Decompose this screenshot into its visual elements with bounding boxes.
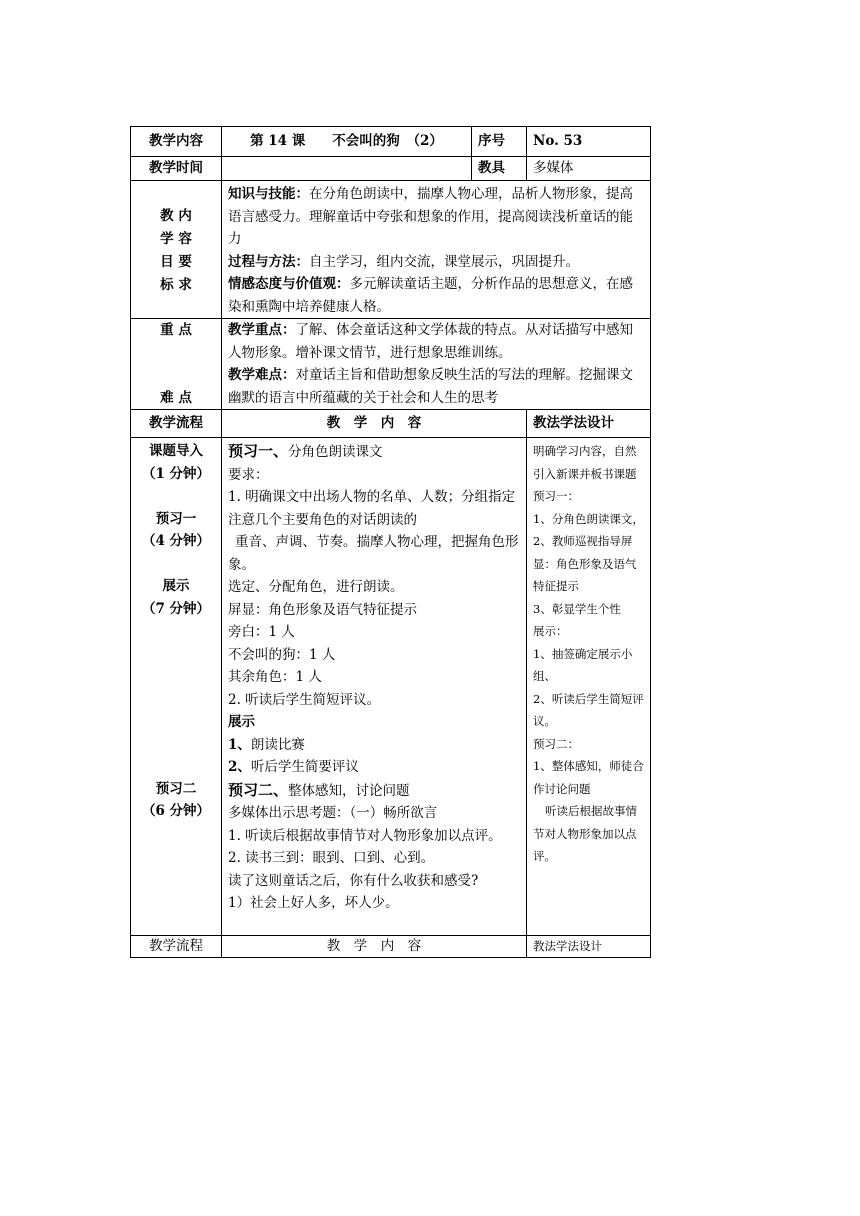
- step-pre1: 预习一: [155, 510, 197, 527]
- hard-point: 教学难点：对童话主旨和借助想象反映生活的写法的理解。挖掘课文幽默的语言中所蕴藏的关于社会和人生的思考: [228, 367, 633, 406]
- knowledge-goal: 知识与技能：在分角色朗读中，揣摩人物心理，品析人物形象，提高语言感受力。理解童话中夸张和想象的作用，提高阅读浅析童话的能力: [228, 186, 633, 247]
- keypoints-label: 重 点 难 点: [131, 319, 222, 410]
- pre1-heading: 预习一、分角色朗读课文: [228, 442, 383, 460]
- step-pre2: 预习二: [155, 780, 197, 797]
- header-row-time: [131, 157, 651, 181]
- lesson-plan-table: [130, 126, 651, 958]
- flow-steps: 课题导入 （1 分钟） 预习一 （4 分钟） 展示 （7 分钟） 预习二 （6 分钟）: [131, 438, 222, 936]
- key-point: 教学重点：了解、体会童话这种文学体裁的特点。从对话描写中感知人物形象。增补课文情节，进行想象思维训练。: [228, 322, 633, 361]
- seq-value: No. 53: [527, 127, 651, 157]
- keypoints-content: [222, 319, 651, 410]
- flow-header-row: [131, 410, 651, 438]
- tool-value: 多媒体: [527, 157, 651, 181]
- show-heading: 展示: [228, 714, 255, 730]
- pre2-heading: 预习二、整体感知，讨论问题: [228, 780, 410, 799]
- footer-flow: 教学流程: [131, 936, 222, 958]
- lesson-content: 预习一、分角色朗读课文 要求： 1. 明确课文中出场人物的名单、人数；分组指定注意几个主要角色的对话朗读的 重音、声调、节奏。揣摩人物心理，把握角色形象。 选定、分配角色，进行朗读。 屏显：角色形象及语气特征提示 旁白：1 人 不会叫的狗：1 人 其余角色：1 人 2. 听读后学生简短评议。 展示 1、朗读比赛 2、听后学生简要评议 预习二、整体感知，讨论问题 多媒体出示思考题：（一）畅所欲言 1. 听读后根据故事情节对人物形象加以点评。 2. 读书三到：眼到、口到、心到。 读了这则童话之后，你有什么收获和感受? 1）社会上好人多，坏人少。: [222, 438, 527, 936]
- footer-method: 教法学法设计: [527, 936, 651, 958]
- goals-row: [131, 181, 651, 319]
- process-goal: 过程与方法：自主学习，组内交流，课堂展示，巩固提升。: [228, 253, 579, 270]
- footer-content: 教 学 内 容: [222, 936, 527, 958]
- goals-content: [222, 181, 651, 319]
- time-label: 教学时间: [131, 157, 222, 181]
- content-label: 教学内容: [131, 127, 222, 157]
- seq-label: 序号: [472, 127, 527, 157]
- goals-label: 教 内 学 容 目 要 标 求: [131, 181, 222, 319]
- lesson-title: 第 14 课 不会叫的狗 （2）: [222, 127, 472, 157]
- flow-header-flow: 教学流程: [131, 410, 222, 438]
- flow-header-content: 教 学 内 容: [222, 410, 527, 438]
- tool-label: 教具: [472, 157, 527, 181]
- footer-row: [131, 936, 651, 958]
- method-column: 明确学习内容，自然引入新课并板书课题 预习一： 1、分角色朗读课文， 2、教师巡视指导屏显：角色形象及语气特征提示 3、彰显学生个性 展示： 1、抽签确定展示小组、 2、听读后学生简短评议。 预习二： 1、整体感知，师徒合作讨论问题 听读后根据故事情节对人物形象加以点评。: [527, 438, 651, 936]
- step-show: 展示: [162, 578, 190, 594]
- flow-body-row: [131, 438, 651, 936]
- keypoints-row: [131, 319, 651, 410]
- header-row-content: [131, 127, 651, 157]
- emotion-goal: 情感态度与价值观：多元解读童话主题，分析作品的思想意义，在感染和熏陶中培养健康人格。: [228, 276, 633, 315]
- step-intro: 课题导入: [149, 443, 203, 459]
- time-value: [222, 157, 472, 181]
- flow-header-method: 教法学法设计: [527, 410, 651, 438]
